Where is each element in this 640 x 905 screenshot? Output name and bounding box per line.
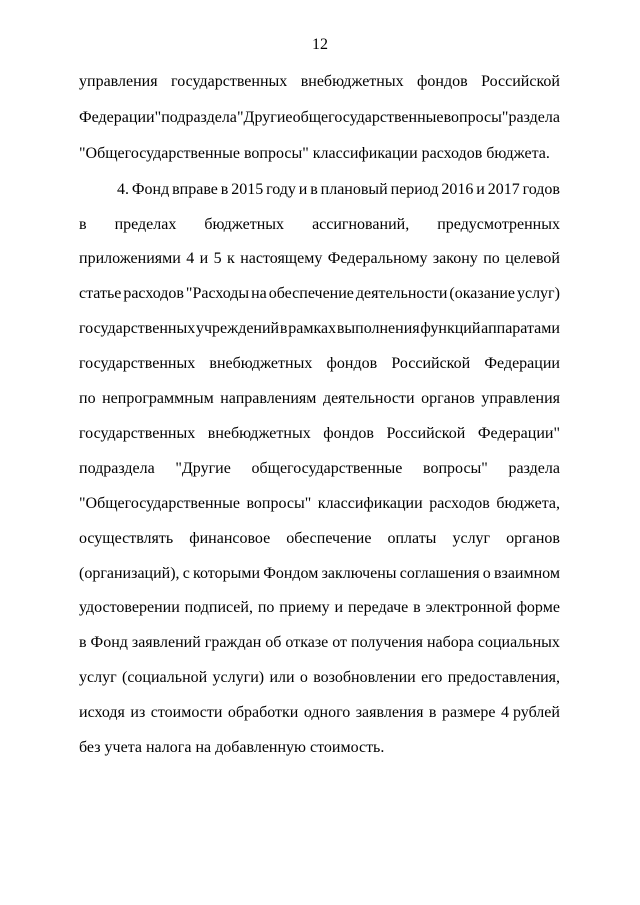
text-line (79, 633, 560, 653)
word: об (265, 634, 282, 651)
word: обеспечение (268, 285, 354, 302)
word: (оказание (449, 285, 516, 302)
word: социальных (477, 634, 560, 651)
word: заключены (321, 565, 397, 582)
text-line (79, 284, 560, 304)
word: к (227, 250, 235, 267)
text-line (79, 494, 560, 514)
word: подраздела (161, 109, 237, 126)
word: с (182, 565, 190, 582)
word: органов (421, 390, 475, 407)
text-line (79, 598, 560, 618)
word: по (79, 390, 96, 407)
word: Федерации" (79, 109, 162, 126)
word: обеспечение (286, 530, 372, 547)
word: от (332, 634, 348, 651)
word: плановый (320, 181, 388, 198)
text-line (79, 459, 560, 479)
word: в (220, 181, 229, 198)
word: которыми (193, 565, 261, 582)
word: управления (481, 390, 560, 407)
word: государственных (79, 425, 196, 442)
text-line (79, 319, 560, 339)
word: граждан (204, 634, 262, 651)
word: фондов (323, 425, 374, 442)
word: расходов (429, 495, 490, 512)
text-line (79, 703, 560, 723)
text-line (79, 215, 560, 235)
word: "Другие (237, 109, 293, 126)
word: заявлений (131, 634, 201, 651)
word: "Общегосударственные (79, 495, 240, 512)
word: о (299, 669, 308, 686)
page-number: 12 (312, 36, 328, 53)
word: бюджетных (204, 216, 285, 233)
word: исходя (79, 704, 125, 721)
word: Российской (481, 73, 560, 90)
word: и (476, 181, 485, 198)
word: рамках (288, 320, 337, 337)
word: вправе (172, 181, 218, 198)
word: 4 рублей (500, 704, 560, 721)
word: статье (79, 285, 122, 302)
word: по (257, 599, 275, 616)
word: набора (426, 634, 474, 651)
word: Российской (391, 355, 471, 372)
text-line (79, 108, 560, 128)
word: услуг) (516, 285, 560, 302)
word: общегосударственные (251, 460, 403, 477)
word: годов (522, 181, 560, 198)
word: в (279, 320, 288, 337)
word: вопросы" (423, 460, 488, 477)
word: в (79, 634, 87, 651)
word: 4. (117, 181, 129, 198)
word: вопросы" (443, 109, 509, 126)
text-line (79, 72, 560, 92)
word: внебюджетных (300, 73, 404, 90)
word: в (310, 181, 318, 198)
word: учреждений (195, 320, 280, 337)
word: Фонд (90, 634, 128, 651)
word: заявления (355, 704, 424, 721)
word: 4 (186, 250, 195, 267)
text-line (79, 389, 560, 409)
word: фондов (326, 355, 378, 372)
line-text: "Общегосударственные вопросы" классификации расходов бюджета. (79, 145, 550, 162)
word: электронной (425, 599, 512, 616)
word: аппаратами (481, 320, 560, 337)
word: о (482, 565, 491, 582)
word: по (483, 250, 500, 267)
text-line (79, 249, 560, 269)
word: осуществлять (79, 530, 174, 547)
word: услуг (79, 669, 117, 686)
word: настоящему (240, 250, 323, 267)
word: одного (303, 704, 351, 721)
word: Федеральному (327, 250, 428, 267)
word: 2017 (487, 181, 520, 198)
line-text: без учета налога на добавленную стоимость. (79, 739, 385, 756)
word: размере (441, 704, 496, 721)
word: функций (420, 320, 481, 337)
word: государственных (79, 355, 196, 372)
word: раздела (508, 109, 560, 126)
text-line (79, 354, 560, 374)
word: соглашения (399, 565, 480, 582)
word: деятельности (322, 390, 415, 407)
text-line (79, 668, 560, 688)
word: взаимном (493, 565, 560, 582)
text-line (79, 529, 560, 549)
word: деятельности (355, 285, 448, 302)
word: "Другие (175, 460, 231, 477)
word: раздела (508, 460, 560, 477)
word: подраздела (79, 460, 155, 477)
word: финансовое (189, 530, 271, 547)
word: Фонд (131, 181, 170, 198)
word: вопросы" (246, 495, 312, 512)
word: и (298, 181, 308, 198)
word: или (269, 669, 295, 686)
word: услуг (452, 530, 491, 547)
word: отказе (285, 634, 329, 651)
word: предоставления, (447, 669, 560, 686)
word: и (334, 599, 344, 616)
word: бюджета, (496, 495, 560, 512)
word: Фондом (263, 565, 319, 582)
word: удостоверении (79, 599, 180, 616)
word: 2015 (231, 181, 264, 198)
word: общегосударственные (292, 109, 444, 126)
word: Федерации (484, 355, 560, 372)
word: пределах (114, 216, 177, 233)
word: предусмотренных (437, 216, 560, 233)
word: (организаций), (79, 565, 180, 582)
text-line (79, 424, 560, 444)
word: приложениями (79, 250, 181, 267)
word: оплаты (387, 530, 437, 547)
text-line (79, 564, 560, 584)
word: услуги) (212, 669, 265, 686)
text-line (79, 738, 560, 758)
word: году (266, 181, 296, 198)
word: направлениям (220, 390, 317, 407)
word: классификации (317, 495, 423, 512)
word: стоимости (150, 704, 223, 721)
word: ассигнований, (312, 216, 410, 233)
word: в (413, 599, 421, 616)
word: закону (432, 250, 478, 267)
word: фондов (417, 73, 468, 90)
word: органов (506, 530, 560, 547)
word: из (130, 704, 146, 721)
word: расходов (123, 285, 184, 302)
word: в (428, 704, 437, 721)
word: выполнения (336, 320, 420, 337)
word: в (79, 216, 87, 233)
word: период (390, 181, 439, 198)
word: возобновлении (313, 669, 416, 686)
word: Российской (386, 425, 466, 442)
word: 5 (213, 250, 222, 267)
word: Федерации" (477, 425, 560, 442)
word: обработки (227, 704, 299, 721)
word: 2016 (441, 181, 474, 198)
word: форме (516, 599, 560, 616)
word: приему (279, 599, 330, 616)
word: государственных (171, 73, 288, 90)
word: и (199, 250, 209, 267)
word: на (251, 285, 267, 302)
word: его (421, 669, 443, 686)
word: передаче (347, 599, 409, 616)
word: "Расходы (185, 285, 250, 302)
word: государственных (79, 320, 196, 337)
text-line (117, 180, 560, 200)
word: непрограммным (102, 390, 214, 407)
word: внебюджетных (207, 425, 311, 442)
word: получения (351, 634, 423, 651)
word: внебюджетных (209, 355, 313, 372)
word: (социальной (122, 669, 208, 686)
word: целевой (505, 250, 560, 267)
word: управления (79, 73, 158, 90)
word: подписей, (184, 599, 253, 616)
text-line (79, 144, 560, 164)
